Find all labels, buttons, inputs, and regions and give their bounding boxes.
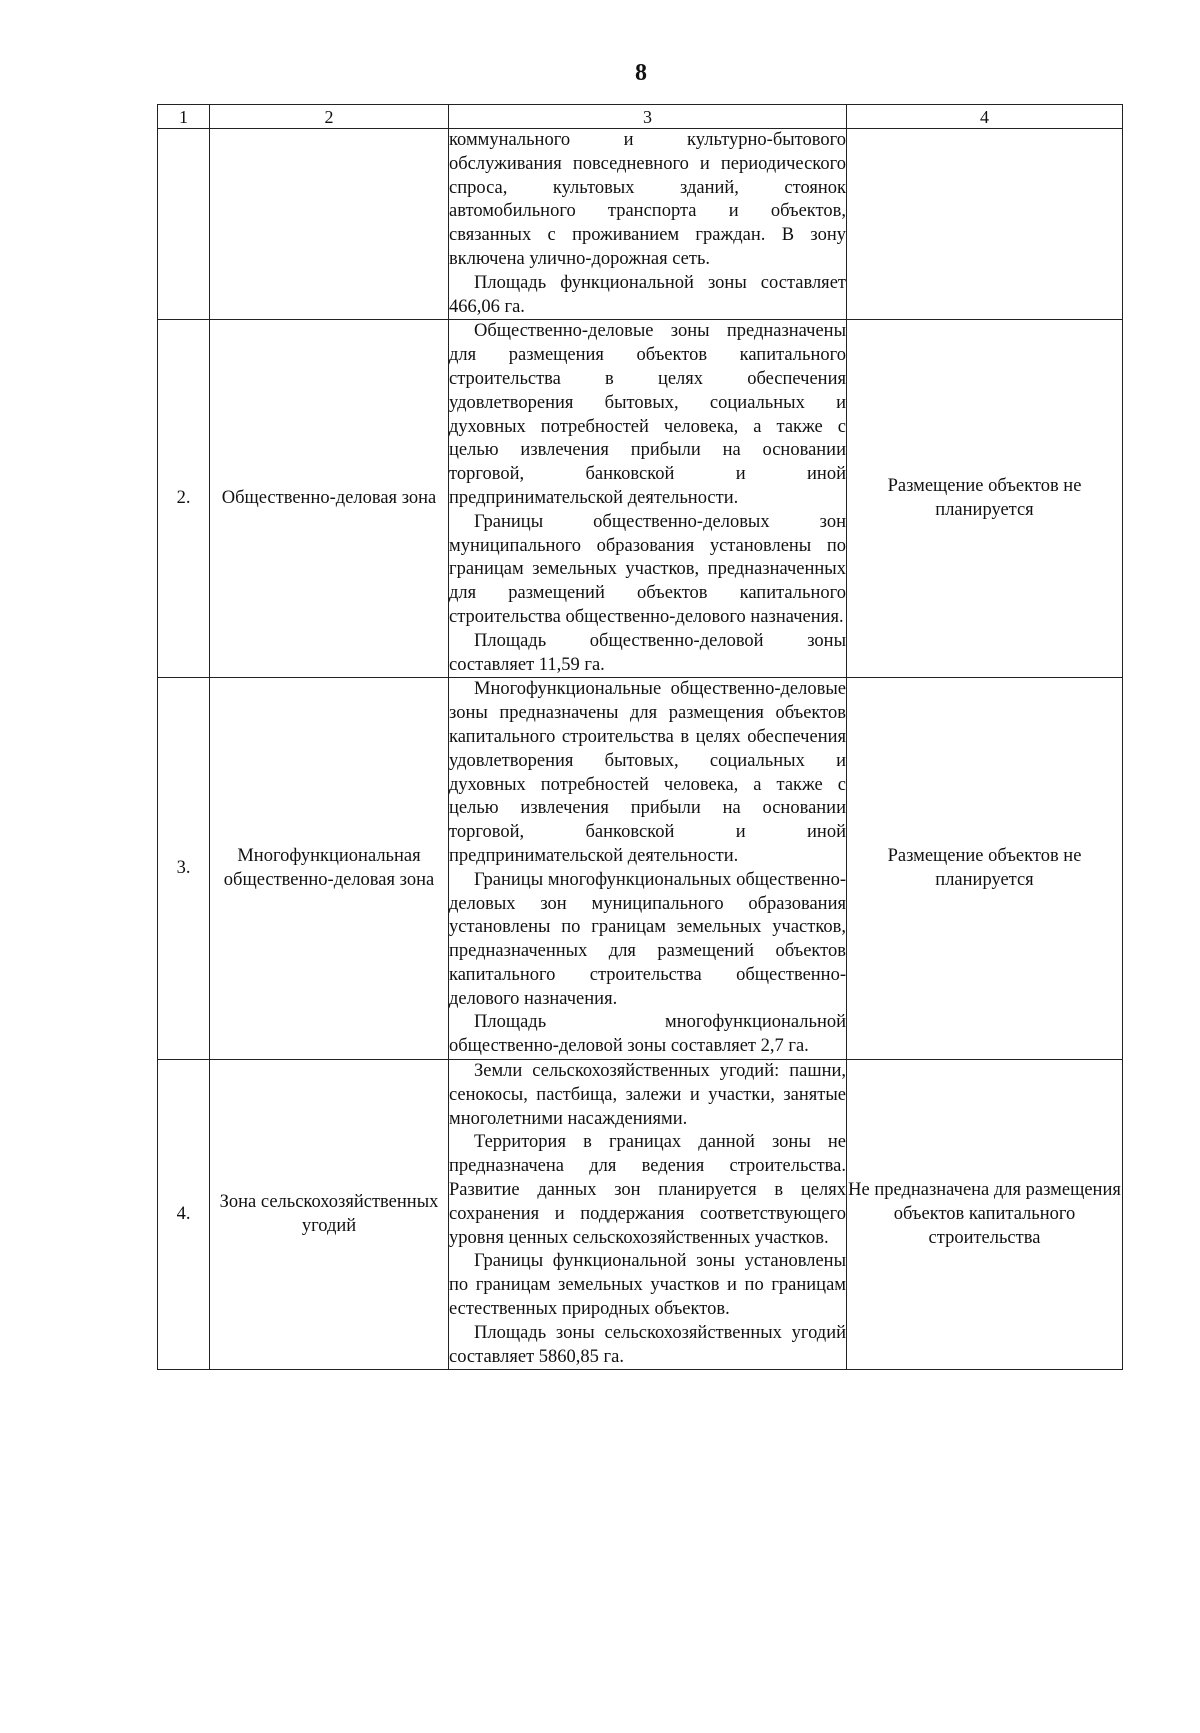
zone-note: Не предназначена для размещения объектов капитального строительства — [847, 1060, 1123, 1370]
zone-name — [210, 129, 449, 320]
table-row — [158, 129, 1123, 320]
description-paragraph: коммунального и культурно-бытового обслуживания повседневного и периодического спроса, культовых зданий, стоянок автомобильного транспорта и объектов, связанных с проживанием граждан. В зону включена улично-дорожная сеть. — [449, 130, 846, 269]
zone-name: Общественно-деловая зона — [210, 320, 449, 678]
table-row — [158, 320, 1123, 678]
zone-description — [449, 1060, 847, 1370]
row-number: 3. — [158, 678, 210, 1060]
description-paragraph: Земли сельскохозяйственных угодий: пашни, сенокосы, пастбища, залежи и участки, занятые многолетними насаждениями. — [449, 1061, 846, 1129]
zone-note: Размещение объектов не планируется — [847, 320, 1123, 678]
zone-name: Многофункциональная общественно-деловая зона — [210, 678, 449, 1060]
zone-description — [449, 678, 847, 1060]
row-number: 2. — [158, 320, 210, 678]
description-paragraph: Общественно-деловые зоны предназначены для размещения объектов капитального строительства в целях обеспечения удовлетворения бытовых, социальных и духовных потребностей человека, а также с целью извлечения прибыли на основании торговой, банковской и иной предпринимательской деятельности. — [449, 321, 846, 508]
table-row — [158, 678, 1123, 1060]
description-paragraph: Границы многофункциональных общественно-деловых зон муниципального образования установлены по границам земельных участков, предназначенных для размещений объектов капитального строительства общественно-делового назначения. — [449, 869, 846, 1009]
description-paragraph: Границы общественно-деловых зон муниципального образования установлены по границам земельных участков, предназначенных для размещений объектов капитального строительства общественно-делового назначения. — [449, 511, 846, 627]
description-paragraph: Многофункциональные общественно-деловые зоны предназначены для размещения объектов капитального строительства в целях обеспечения удовлетворения бытовых, социальных и духовных потребностей человека, а также с целью извлечения прибыли на основании торговой, банковской и иной предпринимательской деятельности. — [449, 679, 846, 866]
column-header-1: 1 — [158, 105, 210, 129]
functional-zones-table — [157, 104, 1123, 1370]
column-header-2: 2 — [210, 105, 449, 129]
description-paragraph: Площадь зоны сельскохозяйственных угодий составляет 5860,85 га. — [449, 1322, 846, 1367]
description-paragraph: Площадь общественно-деловой зоны составляет 11,59 га. — [449, 630, 846, 675]
row-number: 4. — [158, 1060, 210, 1370]
zone-note — [847, 129, 1123, 320]
table-row — [158, 1060, 1123, 1370]
zone-name: Зона сельскохозяйственных угодий — [210, 1060, 449, 1370]
column-header-3: 3 — [449, 105, 847, 129]
column-header-4: 4 — [847, 105, 1123, 129]
description-paragraph: Площадь многофункциональной общественно-деловой зоны составляет 2,7 га. — [449, 1012, 846, 1057]
zone-note: Размещение объектов не планируется — [847, 678, 1123, 1060]
table-header-row — [158, 105, 1123, 129]
page-number: 8 — [635, 60, 647, 86]
zone-description — [449, 129, 847, 320]
description-paragraph: Территория в границах данной зоны не предназначена для ведения строительства. Развитие данных зон планируется в целях сохранения и поддержания соответствующего уровня ценных сельскохозяйственных участков. — [449, 1132, 846, 1248]
zone-description — [449, 320, 847, 678]
description-paragraph: Площадь функциональной зоны составляет 466,06 га. — [449, 272, 846, 317]
row-number — [158, 129, 210, 320]
description-paragraph: Границы функциональной зоны установлены по границам земельных участков и по границам естественных природных объектов. — [449, 1251, 846, 1320]
